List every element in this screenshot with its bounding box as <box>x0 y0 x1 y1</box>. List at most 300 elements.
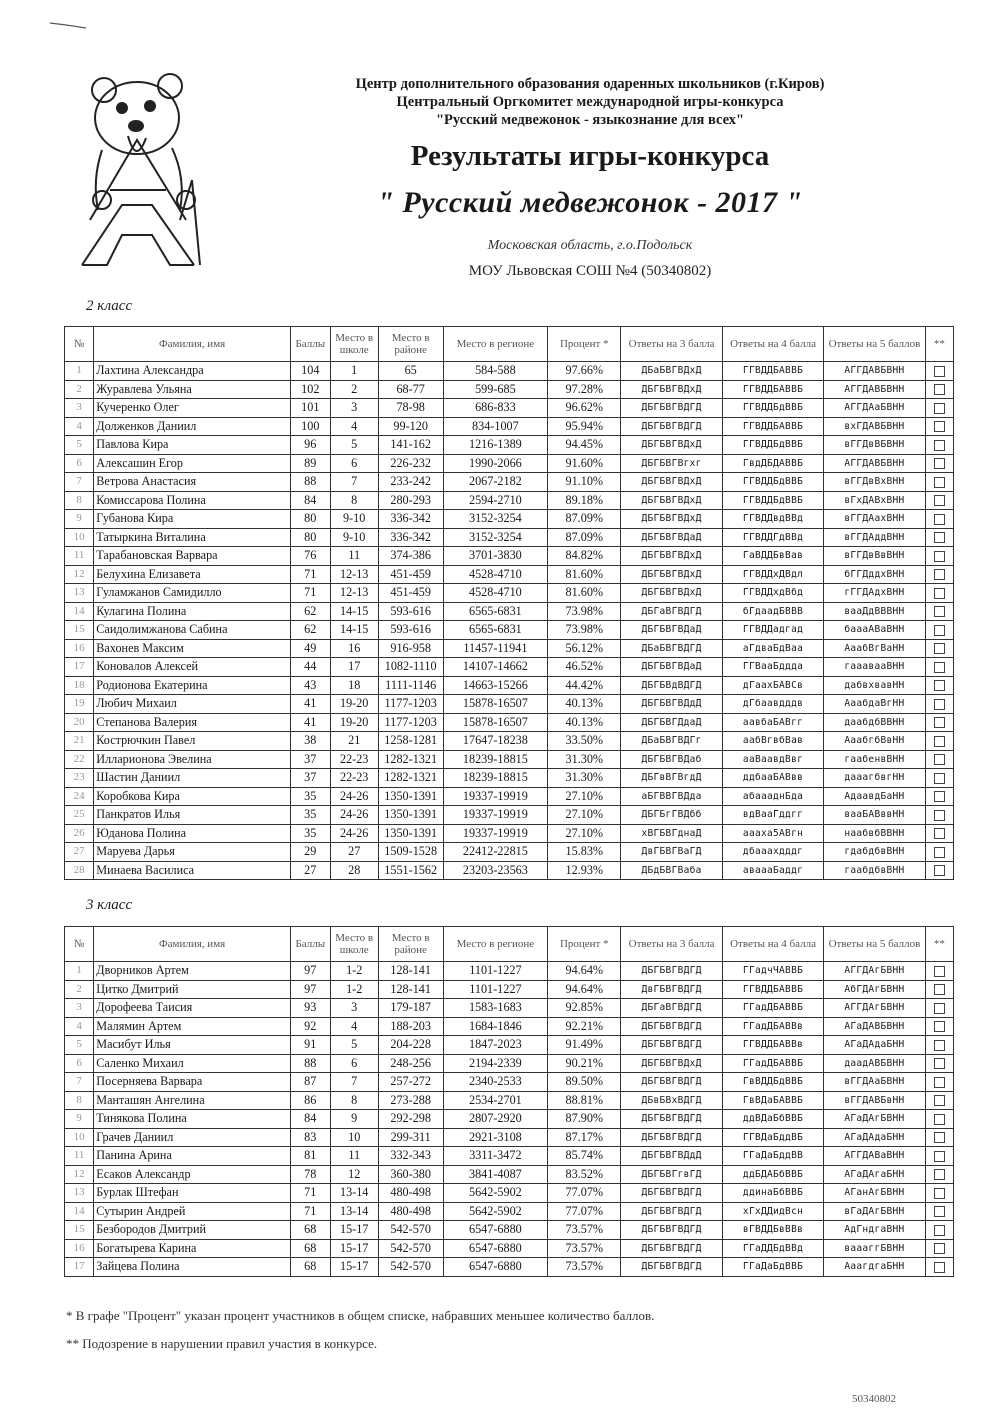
school-place: 18 <box>330 676 378 695</box>
answers-3: ДБГБВГВДГД <box>621 1128 722 1147</box>
answers-5: АГГДАВБВНН <box>824 380 925 399</box>
suspicion-cell <box>925 602 953 621</box>
answers-3: ДБГБВГВДхД <box>621 584 722 603</box>
col-answers-5: Ответы на 5 баллов <box>824 927 925 962</box>
answers-5: АдГндгаВНН <box>824 1221 925 1240</box>
row-number: 28 <box>65 861 94 880</box>
row-number: 14 <box>65 602 94 621</box>
school-place: 5 <box>330 1036 378 1055</box>
district-place: 336-342 <box>378 528 443 547</box>
answers-5: гаабенвВНН <box>824 750 925 769</box>
suspicion-checkbox[interactable] <box>934 440 945 451</box>
suspicion-cell <box>925 565 953 584</box>
suspicion-cell <box>925 362 953 381</box>
suspicion-checkbox[interactable] <box>934 1206 945 1217</box>
answers-3: ДБГБВГВДГД <box>621 1017 722 1036</box>
student-name: Безбородов Дмитрий <box>94 1221 291 1240</box>
suspicion-cell <box>925 1147 953 1166</box>
answers-3: ДБГБВГВДГД <box>621 1239 722 1258</box>
answers-3: ДБГБВГВДаД <box>621 658 722 677</box>
footnote-percent: * В графе "Процент" указан процент участников в общем списке, набравших меньшее количество баллов. <box>66 1308 655 1323</box>
district-place: 273-288 <box>378 1091 443 1110</box>
suspicion-checkbox[interactable] <box>934 588 945 599</box>
suspicion-cell <box>925 547 953 566</box>
percent: 91.60% <box>548 454 621 473</box>
suspicion-checkbox[interactable] <box>934 1132 945 1143</box>
suspicion-checkbox[interactable] <box>934 1225 945 1236</box>
suspicion-checkbox[interactable] <box>934 773 945 784</box>
school-place: 12 <box>330 1165 378 1184</box>
percent: 40.13% <box>548 695 621 714</box>
score: 81 <box>290 1147 330 1166</box>
table-row <box>65 658 954 677</box>
suspicion-cell <box>925 1091 953 1110</box>
pen-scratch-mark <box>48 20 88 30</box>
suspicion-checkbox[interactable] <box>934 754 945 765</box>
school-place: 1-2 <box>330 980 378 999</box>
suspicion-cell <box>925 1202 953 1221</box>
score: 44 <box>290 658 330 677</box>
answers-3: ДБГБВГВДГД <box>621 962 722 981</box>
suspicion-cell <box>925 1165 953 1184</box>
suspicion-cell <box>925 769 953 788</box>
table-row <box>65 1258 954 1277</box>
answers-5: гГГДАдхВНН <box>824 584 925 603</box>
region-place: 14663-15266 <box>443 676 548 695</box>
suspicion-cell <box>925 399 953 418</box>
answers-5: вГГДвВвВНН <box>824 547 925 566</box>
row-number: 20 <box>65 713 94 732</box>
suspicion-checkbox[interactable] <box>934 477 945 488</box>
school-place: 24-26 <box>330 806 378 825</box>
percent: 73.98% <box>548 602 621 621</box>
table-row <box>65 1091 954 1110</box>
school-place: 3 <box>330 399 378 418</box>
region-place: 11457-11941 <box>443 639 548 658</box>
col-district-place: Место в районе <box>378 927 443 962</box>
row-number: 3 <box>65 999 94 1018</box>
answers-3: ДБГБВГВгхг <box>621 454 722 473</box>
row-number: 6 <box>65 454 94 473</box>
answers-3: ДБГБВГВДхД <box>621 491 722 510</box>
school-place: 11 <box>330 547 378 566</box>
region-place: 19337-19919 <box>443 806 548 825</box>
suspicion-checkbox[interactable] <box>934 403 945 414</box>
score: 80 <box>290 528 330 547</box>
answers-5: вГГДАахВНН <box>824 510 925 529</box>
percent: 27.10% <box>548 806 621 825</box>
school-place: 16 <box>330 639 378 658</box>
percent: 91.49% <box>548 1036 621 1055</box>
region-place: 6547-6880 <box>443 1239 548 1258</box>
student-name: Тинякова Полина <box>94 1110 291 1129</box>
suspicion-checkbox[interactable] <box>934 1095 945 1106</box>
region-place: 6565-6831 <box>443 602 548 621</box>
suspicion-checkbox[interactable] <box>934 366 945 377</box>
suspicion-checkbox[interactable] <box>934 569 945 580</box>
row-number: 10 <box>65 528 94 547</box>
answers-4: ГГВДДБдВВБ <box>722 491 823 510</box>
answers-4: ГГВДДБдВВБ <box>722 473 823 492</box>
region-place: 1684-1846 <box>443 1017 548 1036</box>
percent: 89.18% <box>548 491 621 510</box>
suspicion-checkbox[interactable] <box>934 791 945 802</box>
answers-5: АГГДАгБВНН <box>824 999 925 1018</box>
percent: 94.64% <box>548 980 621 999</box>
row-number: 23 <box>65 769 94 788</box>
region-place: 23203-23563 <box>443 861 548 880</box>
suspicion-checkbox[interactable] <box>934 1262 945 1273</box>
suspicion-checkbox[interactable] <box>934 828 945 839</box>
suspicion-checkbox[interactable] <box>934 606 945 617</box>
district-place: 128-141 <box>378 980 443 999</box>
answers-3: ДБГБВГВДГД <box>621 1221 722 1240</box>
student-name: Бурлак Штефан <box>94 1184 291 1203</box>
class-2-label: 2 класс <box>86 298 133 314</box>
student-name: Родионова Екатерина <box>94 676 291 695</box>
answers-4: вГВДДБвВВв <box>722 1221 823 1240</box>
region-place: 1847-2023 <box>443 1036 548 1055</box>
answers-3: ДБГаВГВДГД <box>621 602 722 621</box>
suspicion-checkbox[interactable] <box>934 1114 945 1125</box>
percent: 46.52% <box>548 658 621 677</box>
answers-4: ГГадДБАВВБ <box>722 1054 823 1073</box>
suspicion-checkbox[interactable] <box>934 717 945 728</box>
answers-4: хГхДДидВсн <box>722 1202 823 1221</box>
student-name: Маруева Дарья <box>94 843 291 862</box>
student-name: Саидолимжанова Сабина <box>94 621 291 640</box>
school-place: 15-17 <box>330 1258 378 1277</box>
row-number: 7 <box>65 473 94 492</box>
district-place: 292-298 <box>378 1110 443 1129</box>
table-row <box>65 1036 954 1055</box>
row-number: 16 <box>65 1239 94 1258</box>
answers-4: аГдваБдВаа <box>722 639 823 658</box>
suspicion-checkbox[interactable] <box>934 1243 945 1254</box>
district-place: 188-203 <box>378 1017 443 1036</box>
answers-3: ДБГБВГВДаД <box>621 528 722 547</box>
suspicion-cell <box>925 621 953 640</box>
col-number: № <box>65 327 94 362</box>
school-place: 27 <box>330 843 378 862</box>
answers-5: вхГДАВБВНН <box>824 417 925 436</box>
table-row <box>65 454 954 473</box>
table-row <box>65 713 954 732</box>
answers-3: ДБГБВГВДГД <box>621 1036 722 1055</box>
table-row <box>65 1184 954 1203</box>
school-place: 11 <box>330 1147 378 1166</box>
student-name: Есаков Александр <box>94 1165 291 1184</box>
score: 35 <box>290 824 330 843</box>
district-place: 542-570 <box>378 1221 443 1240</box>
answers-5: даадАВБВНН <box>824 1054 925 1073</box>
answers-5: АГаДАВБВНН <box>824 1017 925 1036</box>
row-number: 12 <box>65 1165 94 1184</box>
percent: 88.81% <box>548 1091 621 1110</box>
region-place: 3841-4087 <box>443 1165 548 1184</box>
district-place: 542-570 <box>378 1239 443 1258</box>
region-place: 2340-2533 <box>443 1073 548 1092</box>
answers-5: ваааггБВНН <box>824 1239 925 1258</box>
student-name: Дорофеева Таисия <box>94 999 291 1018</box>
answers-4: ГГВДаБддВБ <box>722 1128 823 1147</box>
table-row <box>65 1221 954 1240</box>
suspicion-checkbox[interactable] <box>934 458 945 469</box>
col-percent: Процент * <box>548 327 621 362</box>
answers-4: ГГВДДБАВВв <box>722 1036 823 1055</box>
suspicion-checkbox[interactable] <box>934 625 945 636</box>
suspicion-checkbox[interactable] <box>934 662 945 673</box>
table-row <box>65 861 954 880</box>
table-row <box>65 806 954 825</box>
region-place: 3311-3472 <box>443 1147 548 1166</box>
district-place: 68-77 <box>378 380 443 399</box>
region-label: Московская область, г.о.Подольск <box>487 238 693 253</box>
school-place: 24-26 <box>330 787 378 806</box>
score: 97 <box>290 962 330 981</box>
student-name: Степанова Валерия <box>94 713 291 732</box>
row-number: 9 <box>65 1110 94 1129</box>
score: 27 <box>290 861 330 880</box>
student-name: Сутырин Андрей <box>94 1202 291 1221</box>
answers-3: ДБГаВГВДГД <box>621 999 722 1018</box>
district-place: 280-293 <box>378 491 443 510</box>
row-number: 17 <box>65 1258 94 1277</box>
answers-5: гдабдбвВНН <box>824 843 925 862</box>
row-number: 14 <box>65 1202 94 1221</box>
school-place: 4 <box>330 1017 378 1036</box>
percent: 96.62% <box>548 399 621 418</box>
suspicion-checkbox[interactable] <box>934 1151 945 1162</box>
school-place: 28 <box>330 861 378 880</box>
table-row <box>65 962 954 981</box>
percent: 87.09% <box>548 528 621 547</box>
suspicion-cell <box>925 732 953 751</box>
answers-3: ДБГБВГВДхД <box>621 436 722 455</box>
student-name: Илларионова Эвелина <box>94 750 291 769</box>
row-number: 8 <box>65 491 94 510</box>
percent: 87.09% <box>548 510 621 529</box>
suspicion-checkbox[interactable] <box>934 532 945 543</box>
answers-3: ДБГБВГВДдД <box>621 695 722 714</box>
answers-5: баааАВаВНН <box>824 621 925 640</box>
district-place: 1111-1146 <box>378 676 443 695</box>
answers-5: вааБАВввНН <box>824 806 925 825</box>
footnote-suspicion: ** Подозрение в нарушении правил участия в конкурсе. <box>66 1336 378 1351</box>
table-row <box>65 750 954 769</box>
row-number: 18 <box>65 676 94 695</box>
region-place: 6547-6880 <box>443 1258 548 1277</box>
page-title: Результаты игры-конкурса <box>410 140 770 172</box>
student-name: Грачев Даниил <box>94 1128 291 1147</box>
score: 100 <box>290 417 330 436</box>
row-number: 9 <box>65 510 94 529</box>
header-row <box>65 927 954 962</box>
score: 43 <box>290 676 330 695</box>
suspicion-cell <box>925 510 953 529</box>
suspicion-checkbox[interactable] <box>934 421 945 432</box>
student-name: Малямин Артем <box>94 1017 291 1036</box>
suspicion-checkbox[interactable] <box>934 680 945 691</box>
region-place: 1101-1227 <box>443 962 548 981</box>
region-place: 19337-19919 <box>443 787 548 806</box>
suspicion-cell <box>925 639 953 658</box>
score: 68 <box>290 1258 330 1277</box>
score: 86 <box>290 1091 330 1110</box>
region-place: 15878-16507 <box>443 695 548 714</box>
region-place: 2534-2701 <box>443 1091 548 1110</box>
school-place: 2 <box>330 380 378 399</box>
answers-4: ГГВДДхДВдл <box>722 565 823 584</box>
col-score: Баллы <box>290 927 330 962</box>
col-region-place: Место в регионе <box>443 927 548 962</box>
suspicion-cell <box>925 491 953 510</box>
suspicion-checkbox[interactable] <box>934 1003 945 1014</box>
suspicion-checkbox[interactable] <box>934 514 945 525</box>
table-row <box>65 980 954 999</box>
answers-3: ДБГБВГВДхД <box>621 380 722 399</box>
contest-name: " Русский медвежонок - 2017 " <box>377 186 803 219</box>
suspicion-checkbox[interactable] <box>934 865 945 876</box>
suspicion-cell <box>925 750 953 769</box>
district-place: 332-343 <box>378 1147 443 1166</box>
percent: 33.50% <box>548 732 621 751</box>
answers-4: ГвВДДБдВВБ <box>722 1073 823 1092</box>
col-region-place: Место в регионе <box>443 327 548 362</box>
answers-4: ГГадчЧАВВБ <box>722 962 823 981</box>
row-number: 13 <box>65 584 94 603</box>
row-number: 5 <box>65 436 94 455</box>
school-place: 17 <box>330 658 378 677</box>
suspicion-checkbox[interactable] <box>934 551 945 562</box>
suspicion-cell <box>925 473 953 492</box>
suspicion-checkbox[interactable] <box>934 1040 945 1051</box>
district-place: 65 <box>378 362 443 381</box>
answers-5: дааагбвгНН <box>824 769 925 788</box>
answers-3: ДБГБгГВДбб <box>621 806 722 825</box>
answers-3: ДБаБВГВДГг <box>621 732 722 751</box>
header-row <box>65 327 954 362</box>
suspicion-checkbox[interactable] <box>934 810 945 821</box>
answers-3: ДБГБВГВДГД <box>621 1110 722 1129</box>
district-place: 1282-1321 <box>378 750 443 769</box>
answers-3: ДБГБВГДдаД <box>621 713 722 732</box>
suspicion-checkbox[interactable] <box>934 643 945 654</box>
suspicion-checkbox[interactable] <box>934 699 945 710</box>
school-place: 1-2 <box>330 962 378 981</box>
district-place: 451-459 <box>378 584 443 603</box>
suspicion-checkbox[interactable] <box>934 736 945 747</box>
suspicion-checkbox[interactable] <box>934 966 945 977</box>
suspicion-checkbox[interactable] <box>934 1188 945 1199</box>
district-place: 374-386 <box>378 547 443 566</box>
student-name: Лахтина Александра <box>94 362 291 381</box>
row-number: 11 <box>65 1147 94 1166</box>
suspicion-checkbox[interactable] <box>934 1169 945 1180</box>
suspicion-checkbox[interactable] <box>934 1021 945 1032</box>
student-name: Панина Арина <box>94 1147 291 1166</box>
answers-4: ддВДаБбВВБ <box>722 1110 823 1129</box>
region-place: 686-833 <box>443 399 548 418</box>
student-name: Долженков Даниил <box>94 417 291 436</box>
answers-3: аБГВВГВДда <box>621 787 722 806</box>
answers-5: АдаавдБаНН <box>824 787 925 806</box>
region-place: 3701-3830 <box>443 547 548 566</box>
suspicion-checkbox[interactable] <box>934 495 945 506</box>
suspicion-checkbox[interactable] <box>934 984 945 995</box>
suspicion-cell <box>925 843 953 862</box>
answers-3: ДБГБВГВДГД <box>621 1202 722 1221</box>
suspicion-checkbox[interactable] <box>934 1077 945 1088</box>
district-place: 226-232 <box>378 454 443 473</box>
answers-4: ГГаДаБдВВБ <box>722 1258 823 1277</box>
row-number: 1 <box>65 962 94 981</box>
table-row <box>65 436 954 455</box>
answers-4: ГГВДДБАВВБ <box>722 362 823 381</box>
region-place: 584-588 <box>443 362 548 381</box>
class-2-results-table <box>64 326 954 880</box>
school-place: 9-10 <box>330 528 378 547</box>
row-number: 22 <box>65 750 94 769</box>
answers-5: АаабгбВвНН <box>824 732 925 751</box>
district-place: 1282-1321 <box>378 769 443 788</box>
table-row <box>65 547 954 566</box>
answers-3: ДБГБВГВДГД <box>621 399 722 418</box>
answers-4: ааВаавдВвг <box>722 750 823 769</box>
suspicion-checkbox[interactable] <box>934 1058 945 1069</box>
suspicion-checkbox[interactable] <box>934 384 945 395</box>
percent: 92.21% <box>548 1017 621 1036</box>
col-school-place: Место в школе <box>330 927 378 962</box>
col-school-place: Место в школе <box>330 327 378 362</box>
score: 68 <box>290 1239 330 1258</box>
percent: 81.60% <box>548 584 621 603</box>
percent: 12.93% <box>548 861 621 880</box>
col-score: Баллы <box>290 327 330 362</box>
region-place: 2067-2182 <box>443 473 548 492</box>
district-place: 299-311 <box>378 1128 443 1147</box>
region-place: 2807-2920 <box>443 1110 548 1129</box>
row-number: 26 <box>65 824 94 843</box>
table-row <box>65 676 954 695</box>
school-place: 12-13 <box>330 565 378 584</box>
answers-5: вааДдВВВНН <box>824 602 925 621</box>
answers-3: ДБГБВГгвГД <box>621 1165 722 1184</box>
answers-5: АбГДАгБВНН <box>824 980 925 999</box>
percent: 73.98% <box>548 621 621 640</box>
student-name: Посерняева Варвара <box>94 1073 291 1092</box>
suspicion-checkbox[interactable] <box>934 847 945 858</box>
percent: 31.30% <box>548 769 621 788</box>
score: 62 <box>290 602 330 621</box>
answers-3: ДБГБВГВДГД <box>621 417 722 436</box>
answers-5: АаабВгВаНН <box>824 639 925 658</box>
answers-5: гааавааВНН <box>824 658 925 677</box>
table-row <box>65 732 954 751</box>
student-name: Павлова Кира <box>94 436 291 455</box>
district-place: 1177-1203 <box>378 713 443 732</box>
district-place: 360-380 <box>378 1165 443 1184</box>
school-place: 14-15 <box>330 602 378 621</box>
answers-4: ГГаДДБдВВд <box>722 1239 823 1258</box>
table-row <box>65 417 954 436</box>
answers-5: АГГДАВаВНН <box>824 1147 925 1166</box>
region-place: 1216-1389 <box>443 436 548 455</box>
suspicion-cell <box>925 787 953 806</box>
suspicion-cell <box>925 1110 953 1129</box>
table-row <box>65 1110 954 1129</box>
school-place: 9 <box>330 1110 378 1129</box>
